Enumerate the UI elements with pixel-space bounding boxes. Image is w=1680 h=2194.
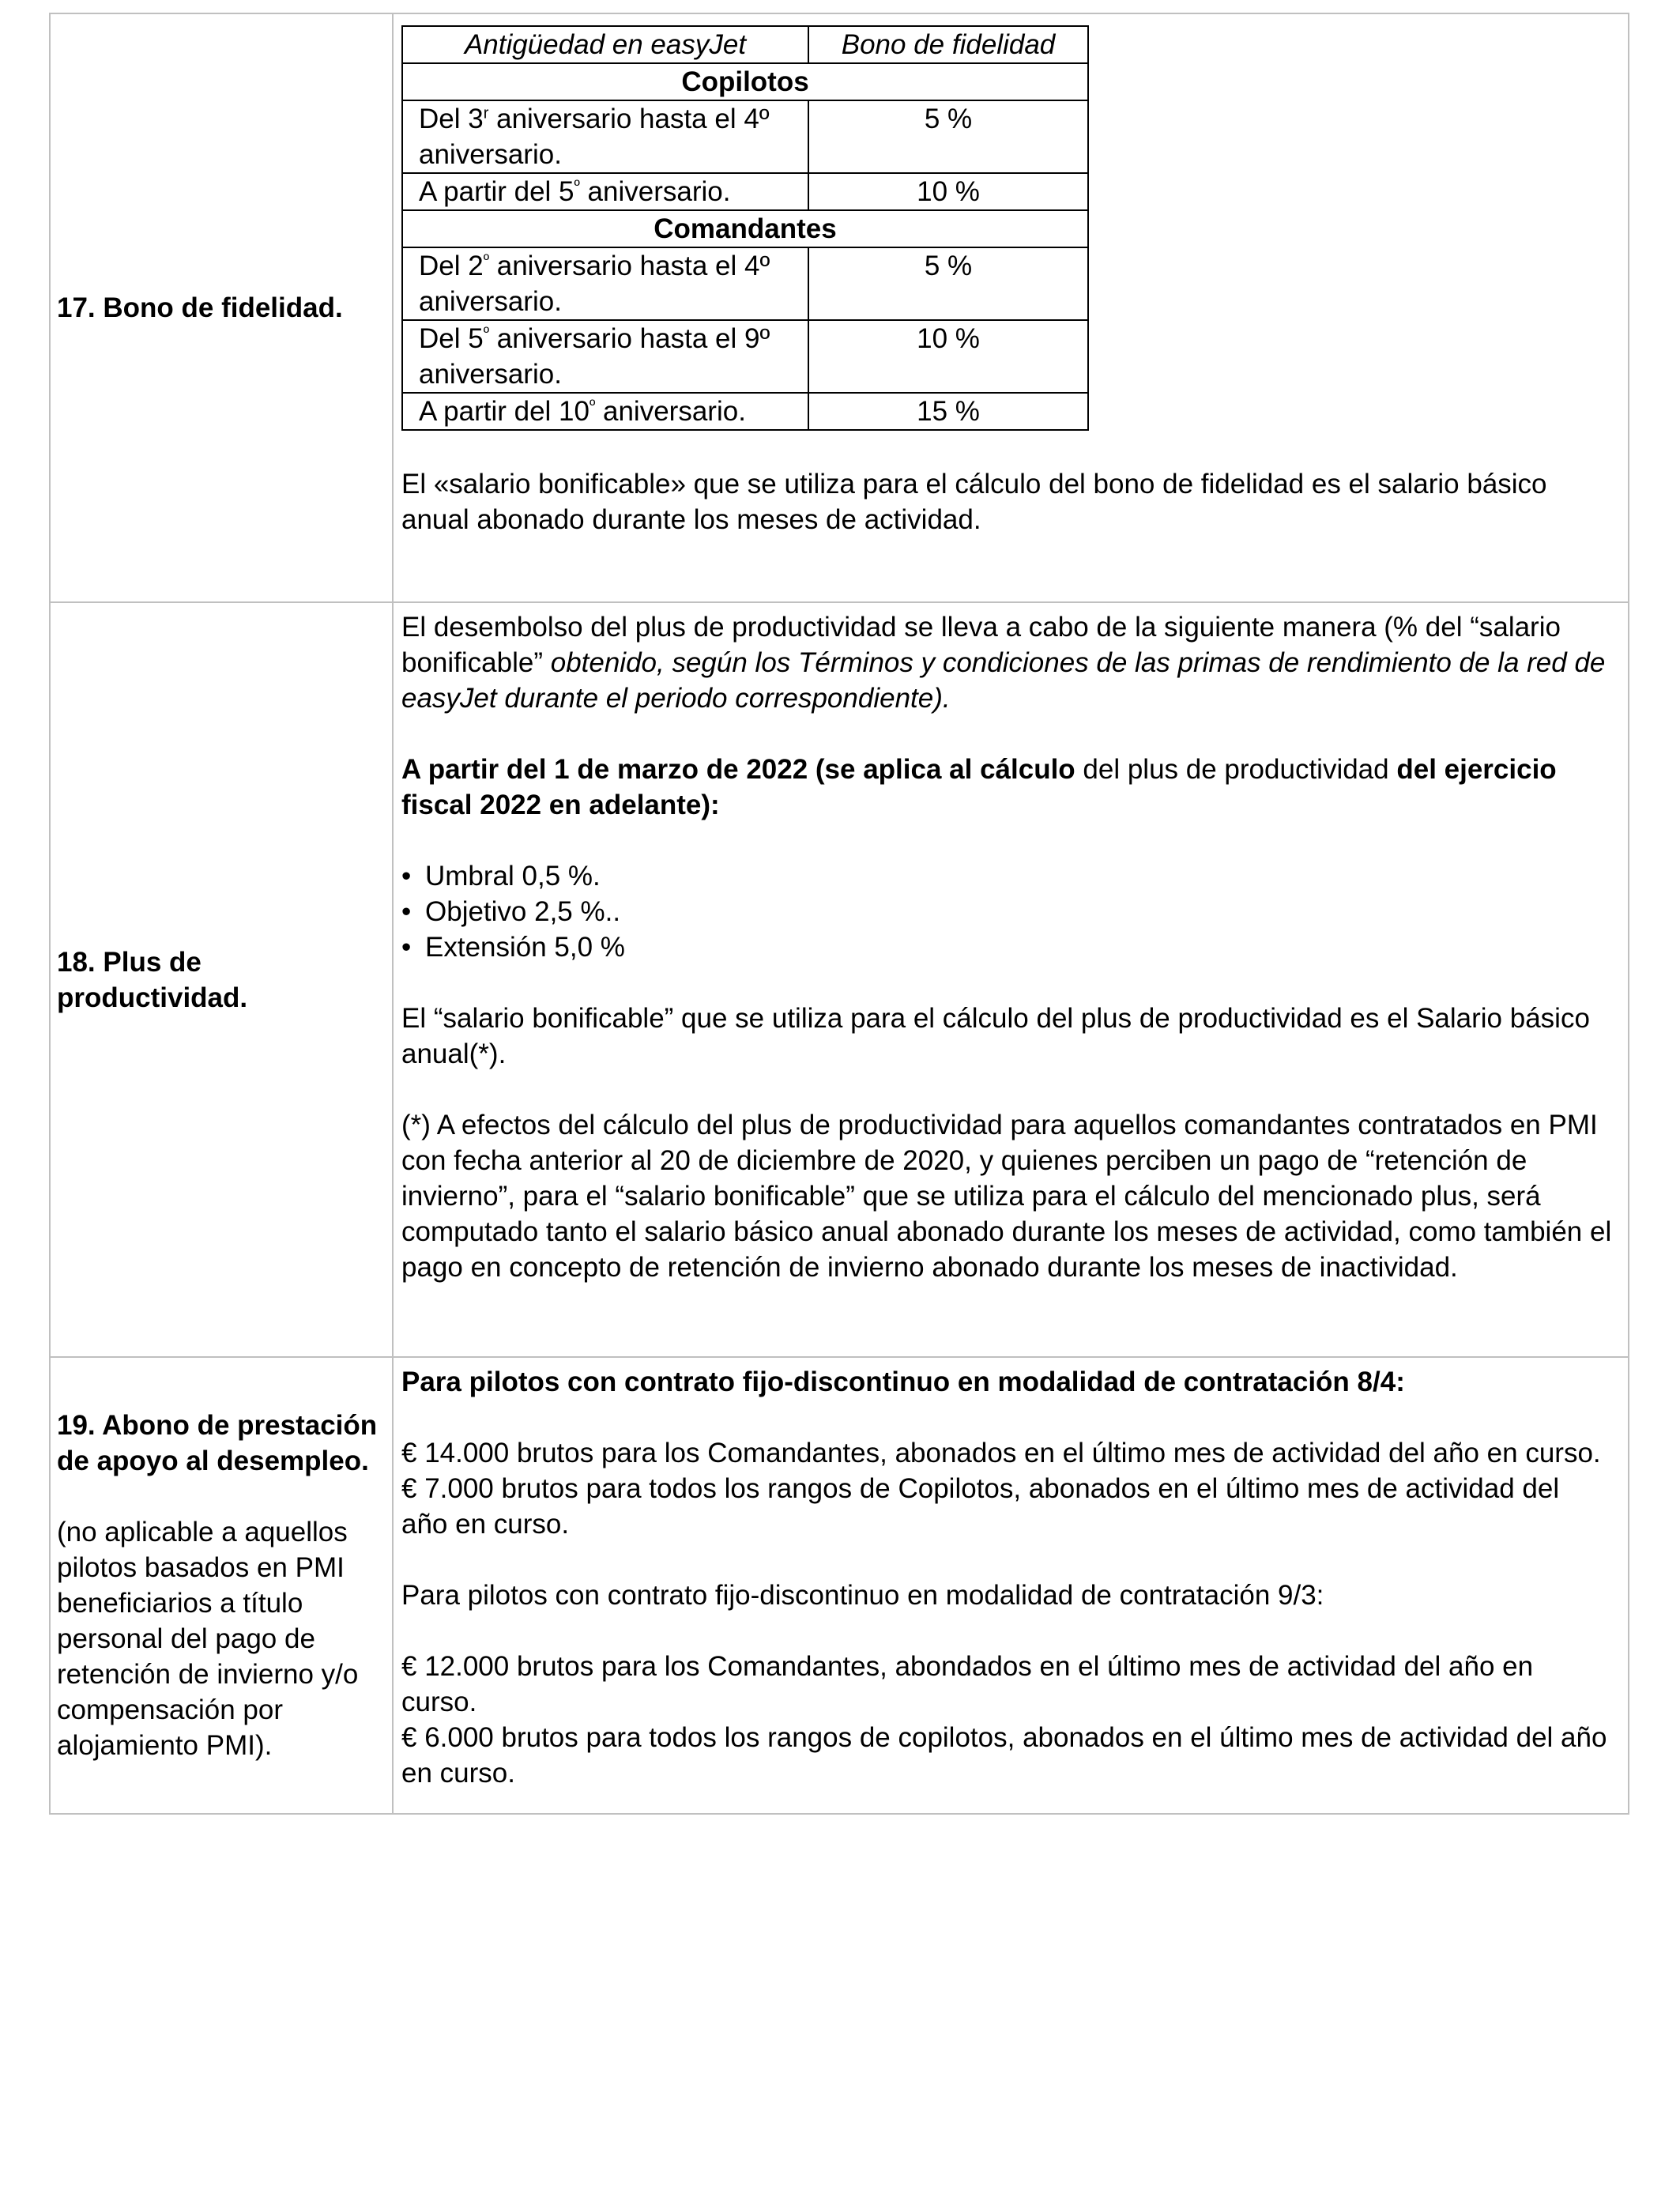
row-content-18 [393, 602, 1629, 1357]
productivity-intro: El desembolso del plus de productividad se lleva a cabo de la siguiente manera (% del “salario bonificable” obtenido, según los Términos y condiciones de las primas de rendimiento de la red de easyJet durante el periodo correspondiente). [401, 612, 1606, 714]
seniority-cell: A partir del $10^º$ aniversario. [402, 393, 808, 430]
captains-8-4-amount: € 14.000 brutos para los Comandantes, abonados en el último mes de actividad del año en curso. [401, 1438, 1601, 1468]
copilots-8-4-amount: € 7.000 brutos para todos los rangos de Copilotos, abonados en el último mes de actividad del año en curso. [401, 1473, 1560, 1540]
productivity-heading: A partir del 1 de marzo de 2022 (se aplica al cálculo del plus de productividad del ejercicio fiscal 2022 en adelante): [401, 754, 1557, 820]
loyalty-note: El «salario bonificable» que se utiliza para el cálculo del bono de fidelidad es el salario básico anual abonado durante los meses de actividad. [401, 469, 1547, 535]
bonus-cell: 15 % [808, 393, 1088, 430]
header-seniority: Antigüedad en easyJet [402, 26, 808, 63]
table-row-18 [50, 602, 1629, 1357]
bonus-cell: 10 % [808, 320, 1088, 393]
productivity-salary-note: El “salario bonificable” que se utiliza para el cálculo del plus de productividad es el Salario básico anual(*). [401, 1003, 1590, 1069]
loyalty-table-header [402, 26, 1088, 63]
table-row [402, 100, 1088, 173]
unemployment-label: 19. Abono de prestación de apoyo al desempleo. [57, 1410, 378, 1476]
table-row [402, 320, 1088, 393]
benefits-table [49, 13, 1629, 1815]
productivity-bullets [401, 858, 1612, 965]
bonus-cell: 10 % [808, 173, 1088, 210]
loyalty-bonus-table [401, 25, 1089, 431]
row-label-17: 17. Bono de fidelidad. [50, 13, 393, 602]
unemployment-label-note: (no aplicable a aquellos pilotos basados en PMI beneficiarios a título personal del pago de retención de invierno y/o compensación por alojamiento PMI). [57, 1517, 359, 1761]
bonus-cell: 5 % [808, 247, 1088, 320]
row-content-17 [393, 13, 1629, 602]
seniority-cell: A partir del $5^º$ aniversario. [402, 173, 808, 210]
copilots-9-3-amount: € 6.000 brutos para todos los rangos de copilotos, abonados en el último mes de actividad del año en curso. [401, 1722, 1607, 1789]
table-row [402, 173, 1088, 210]
contract-9-3-heading: Para pilotos con contrato fijo-discontinuo en modalidad de contratación 9/3: [401, 1580, 1324, 1611]
table-row [402, 247, 1088, 320]
seniority-cell: Del 3$^r$ aniversario hasta el 4º aniversario. [402, 100, 808, 173]
row-label-19 [50, 1357, 393, 1814]
section-title-captains: Comandantes [402, 210, 1088, 247]
section-title-copilots: Copilotos [402, 63, 1088, 100]
table-row [402, 393, 1088, 430]
list-item: • Umbral 0,5 %. [401, 858, 1612, 894]
row-label-18: 18. Plus de productividad. [50, 602, 393, 1357]
table-row-19 [50, 1357, 1629, 1814]
row-content-19 [393, 1357, 1629, 1814]
productivity-footnote: (*) A efectos del cálculo del plus de productividad para aquellos comandantes contratados en PMI con fecha anterior al 20 de diciembre de 2020, y quienes perciben un pago de “retención de invierno”, para el “salario bonificable” que se utiliza para el cálculo del mencionado plus, será computado tanto el salario básico anual abonado durante los meses de actividad, como también el pago en concepto de retención de invierno abonado durante los meses de inactividad. [401, 1110, 1612, 1283]
contract-8-4-heading: Para pilotos con contrato fijo-discontinuo en modalidad de contratación 8/4: [401, 1367, 1405, 1397]
seniority-cell: Del $2^º$ aniversario hasta el 4º aniversario. [402, 247, 808, 320]
table-row-17 [50, 13, 1629, 602]
captains-9-3-amount: € 12.000 brutos para los Comandantes, abondados en el último mes de actividad del año en curso. [401, 1651, 1534, 1717]
list-item: • Extensión 5,0 % [401, 929, 1612, 965]
section-row-captains [402, 210, 1088, 247]
seniority-cell: Del $5^º$ aniversario hasta el 9º aniversario. [402, 320, 808, 393]
section-row-copilots [402, 63, 1088, 100]
list-item: • Objetivo 2,5 %.. [401, 894, 1612, 929]
bonus-cell: 5 % [808, 100, 1088, 173]
header-bonus: Bono de fidelidad [808, 26, 1088, 63]
